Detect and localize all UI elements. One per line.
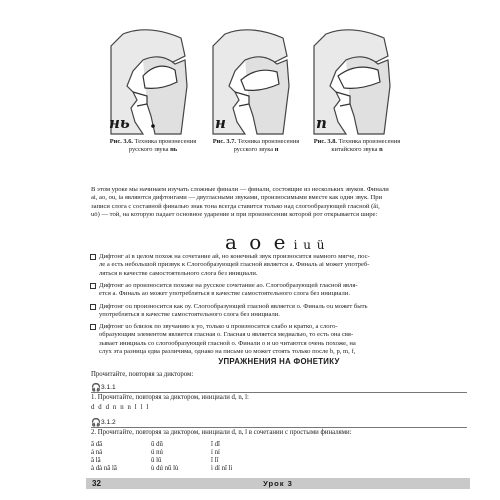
figure-3-letter: n: [316, 114, 327, 132]
exercise-1-initials: d d d n n n l l l: [91, 404, 150, 411]
syllable-cell: ā dā: [91, 441, 103, 448]
figure-1-caption: [108, 138, 198, 154]
vowel-sequence-main: a o e: [225, 230, 289, 254]
exercise-1-instruction: 1. Прочитайте, повторяя за диктором, инициали d, n, l:: [91, 394, 249, 401]
syllable-cell: á ná: [91, 449, 103, 456]
syllable-cell: ū dū: [151, 441, 163, 448]
figure-3-caption-title: Рис. 3.8.: [313, 138, 337, 145]
figure-2-caption-sound: н: [274, 146, 279, 154]
figure-3-caption: [312, 138, 402, 154]
syllable-cell: ú nú: [151, 449, 163, 456]
figure-1-letter: нь: [109, 114, 130, 132]
bullet-text: [99, 323, 469, 357]
lesson-title: Урок 3: [263, 479, 293, 488]
figure-1-caption-title: Рис. 3.6.: [109, 138, 133, 145]
bullet-line: образующим элементом является гласная о. Гласная u является медиалью, то есть она свя-: [99, 331, 354, 339]
figure-3-caption-sound: n: [379, 146, 383, 154]
syllable-cell: ǔ lǔ: [151, 457, 162, 464]
exercise-header-2: [91, 418, 467, 427]
exercise-number: 3.1.1: [101, 384, 116, 391]
bullet-line: Дифтонг ai в целом похож на сочетание ай, но конечный звук произносится намного мягче, пос-: [99, 253, 370, 260]
figure-2-caption-text: Техника произнесения русского звука: [233, 138, 300, 154]
intro-line-2: ai, ao, ou, ia являются дифтонгами — двугласными звуками, произносимыми вместе как один звук. При: [91, 194, 383, 202]
exercise-number: 3.1.2: [101, 419, 116, 426]
figure-2-caption: [211, 138, 301, 154]
bullet-line: ется а. Финаль ao может употребляться в качестве самостоятельного слога без инициали.: [99, 290, 350, 298]
exercise-header-1: [91, 383, 467, 392]
figure-3-caption-text: Техника произнесения китайского звука: [331, 138, 401, 154]
bullet-line: слух эта разница едва различима, однако на письме uo может стоять только после b, p, m, f,: [99, 348, 356, 356]
bullet-text: [99, 253, 469, 278]
bullet-line: употребляться в качестве самостоятельного слога без инициали.: [99, 311, 280, 319]
vowel-sequence-small: i u ü: [293, 238, 326, 252]
exercise-2-instruction: 2. Прочитайте, повторяя за диктором, инициали d, n, l в сочетании с простыми финалями:: [91, 429, 352, 436]
bullet-line: Дифтонг ou произносится как оу. Слогообразующей гласной является о. Финаль ou может быть: [99, 303, 368, 310]
intro-line-3: записи слога с составной финалью знак тона всегда ставится только над слогообразующей гласной (ǎi,: [91, 202, 380, 210]
syllable-cell: à dà nǎ lā: [91, 465, 117, 472]
bullet-line: зывает инициаль со слогообразующей гласной о. Финали о и uo читаются очень похоже, на: [99, 339, 356, 347]
bullet-line: ле а есть небольшой призвук к Слогообразующей гласной является а. Финаль ai может употреб-: [99, 261, 370, 269]
bullet-line: ляться в качестве самостоятельного слога без инициали.: [99, 269, 258, 277]
syllable-cell: ǐ lǐ: [211, 457, 219, 464]
headphones-icon[interactable]: 🎧: [91, 383, 101, 392]
figure-2-letter: н: [215, 114, 226, 132]
bullet-line: Дифтонг ao произносится похоже на русское сочетание ао. Слогообразующей гласной явля-: [99, 282, 358, 289]
syllable-cell: ǎ lǎ: [91, 457, 101, 464]
syllable-cell: í ní: [211, 449, 220, 456]
syllable-cell: ì dí nǐ lì: [211, 465, 233, 472]
syllable-cell: ù dú nū lù: [151, 465, 179, 472]
divider: [91, 392, 467, 393]
figure-1-caption-text: Техника произнесения русского звука: [128, 138, 197, 154]
intro-line-1: В этом уроке мы начинаем изучать сложные финали — финали, состоящие из нескольких звуков. Финали: [91, 186, 389, 193]
figure-3: [306, 26, 406, 136]
bullet-line: Дифтонг uo близок по звучанию к уо, только u произносится слабо и кратко, а слого-: [99, 323, 338, 330]
syllable-cell: ī dī: [211, 441, 220, 448]
figure-1: [103, 26, 203, 136]
page-number: 32: [92, 479, 101, 488]
intro-paragraph: [91, 186, 467, 220]
vowel-sequence: [225, 230, 326, 254]
bullet-box: [90, 304, 96, 310]
bullet-text: [99, 282, 469, 299]
instruction-text: Прочитайте, повторяя за диктором:: [91, 371, 194, 378]
bullet-box: [90, 324, 96, 330]
figure-2-caption-title: Рис. 3.7.: [212, 138, 236, 145]
figure-2: [205, 26, 305, 136]
page-footer: [86, 478, 470, 489]
headphones-icon[interactable]: 🎧: [91, 418, 101, 427]
figure-1-caption-sound: нь: [170, 146, 178, 154]
bullet-text: [99, 303, 469, 320]
bullet-box: [90, 254, 96, 260]
bullet-box: [90, 283, 96, 289]
section-title: УПРАЖНЕНИЯ НА ФОНЕТИКУ: [218, 357, 340, 366]
intro-line-4: uō) — той, на которую падает основное ударение и при произнесении которой рот открывается шире:: [91, 211, 378, 219]
divider: [91, 427, 467, 428]
